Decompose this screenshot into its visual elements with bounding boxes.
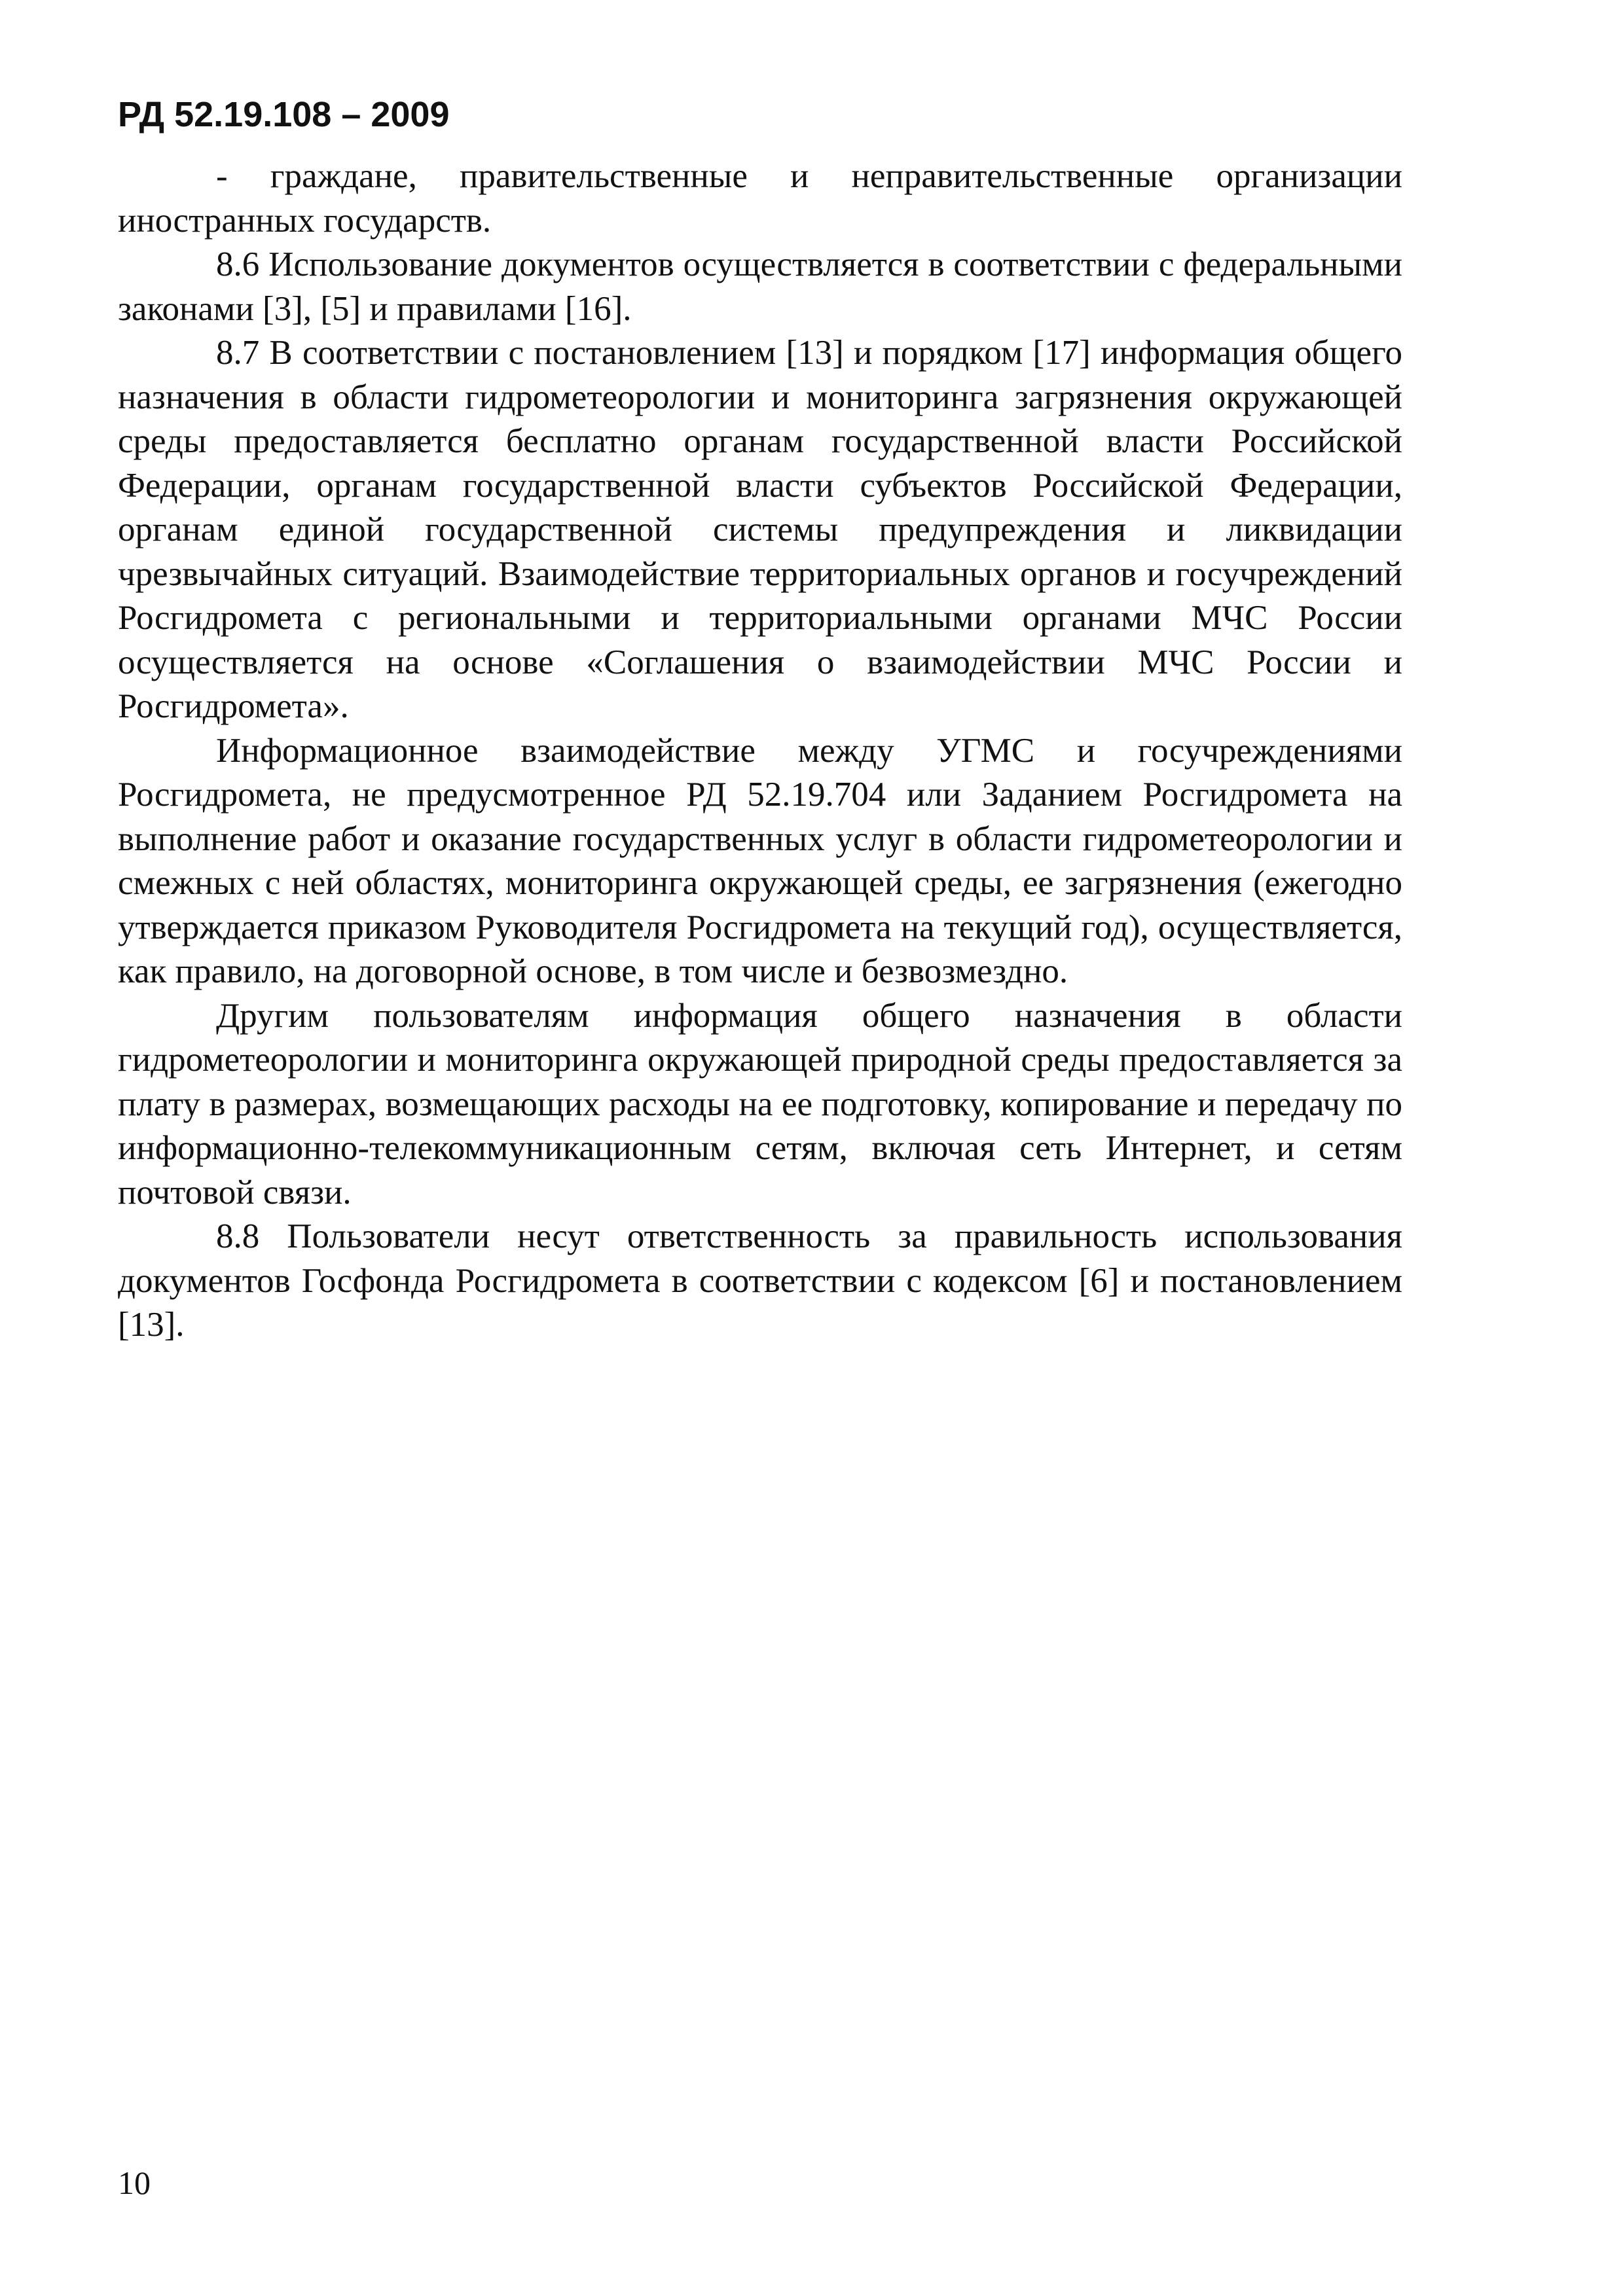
- page-number: 10: [118, 2164, 151, 2201]
- paragraph-8-7: 8.7 В соответствии с постановлением [13] и порядком [17] информация общего назначения в области гидрометеорологии и мониторинга загрязнения окружающей среды предоставляется бесплатно органам государственной власти Российской Федерации, органам государственной власти субъектов Российской Федерации, органам единой государственной системы предупреждения и ликвидации чрезвычайных ситуаций. Взаимодействие территориальных органов и госучреждений Росгидромета с региональными и территориальными органами МЧС России осуществляется на основе «Соглашения о взаимодействии МЧС России и Росгидромета».: [118, 334, 1402, 725]
- paragraph-information-interaction: Информационное взаимодействие между УГМС и госучреждениями Росгидромета, не предусмотренное РД 52.19.704 или Заданием Росгидромета на выполнение работ и оказание государственных услуг в области гидрометеорологии и смежных с ней областях, мониторинга окружающей среды, ее загрязнения (ежегодно утверждается приказом Руководителя Росгидромета на текущий год), осуществляется, как правило, на договорной основе, в том числе и безвозмездно.: [118, 731, 1402, 990]
- paragraph-8-8: 8.8 Пользователи несут ответственность за правильность использования документов Госфонда Росгидромета в соответствии с кодексом [6] и постановлением [13].: [118, 1217, 1402, 1344]
- document-code-header: РД 52.19.108 – 2009: [118, 95, 450, 134]
- paragraph-other-users: Другим пользователям информация общего назначения в области гидрометеорологии и мониторинга окружающей природной среды предоставляется за плату в размерах, возмещающих расходы на ее подготовку, копирование и передачу по информационно-телекоммуникационным сетям, включая сеть Интернет, и сетям почтовой связи.: [118, 996, 1402, 1211]
- paragraph-8-6: 8.6 Использование документов осуществляется в соответствии с федеральными законами [3], [5] и правилами [16].: [118, 245, 1402, 328]
- paragraph-foreign-organizations: - граждане, правительственные и неправительственные организации иностранных государств.: [118, 157, 1402, 240]
- document-body: [118, 154, 1402, 1348]
